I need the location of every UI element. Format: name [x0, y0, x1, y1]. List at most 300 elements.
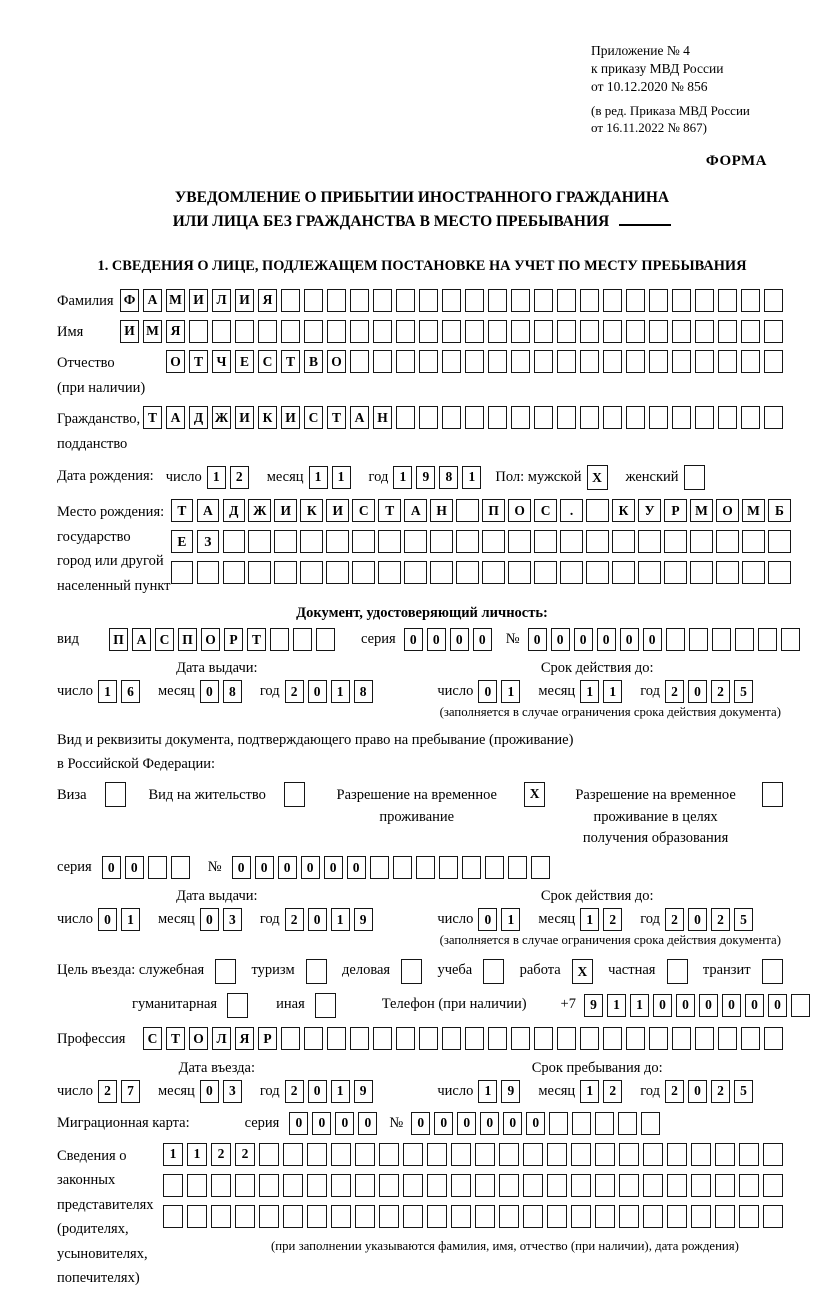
char-cell[interactable] [396, 289, 415, 312]
char-cell[interactable] [763, 1143, 783, 1166]
char-cell[interactable]: 8 [223, 680, 242, 703]
char-cell[interactable]: 0 [478, 680, 497, 703]
char-cell[interactable] [595, 1205, 615, 1228]
char-cell[interactable]: И [189, 289, 208, 312]
char-cell[interactable] [373, 1027, 392, 1050]
char-cell[interactable] [603, 320, 622, 343]
char-cell[interactable] [739, 1143, 759, 1166]
char-cell[interactable] [373, 289, 392, 312]
char-cell[interactable] [571, 1205, 591, 1228]
purpose-study-checkbox[interactable] [483, 958, 508, 984]
char-cell[interactable] [300, 561, 323, 584]
char-cell[interactable] [306, 959, 327, 984]
char-cell[interactable]: 0 [688, 1080, 707, 1103]
char-cell[interactable]: 0 [745, 994, 764, 1017]
char-cell[interactable] [534, 561, 557, 584]
char-cell[interactable] [163, 1205, 183, 1228]
char-cell[interactable] [626, 1027, 645, 1050]
char-cell[interactable]: 1 [331, 908, 350, 931]
char-cell[interactable] [718, 350, 737, 373]
char-cell[interactable]: 0 [597, 628, 616, 651]
char-cell[interactable] [187, 1174, 207, 1197]
char-cell[interactable]: 1 [331, 680, 350, 703]
char-cell[interactable] [442, 350, 461, 373]
char-cell[interactable]: С [534, 499, 557, 522]
char-cell[interactable] [355, 1174, 375, 1197]
char-cell[interactable] [416, 856, 435, 879]
char-cell[interactable]: Ф [120, 289, 139, 312]
char-cell[interactable] [439, 856, 458, 879]
char-cell[interactable]: 0 [98, 908, 117, 931]
char-cell[interactable] [197, 561, 220, 584]
char-cell[interactable]: О [327, 350, 346, 373]
char-cell[interactable]: 9 [354, 908, 373, 931]
char-cell[interactable] [586, 561, 609, 584]
char-cell[interactable] [419, 406, 438, 429]
char-cell[interactable]: 0 [434, 1112, 453, 1135]
char-cell[interactable] [393, 856, 412, 879]
char-cell[interactable] [547, 1143, 567, 1166]
char-cell[interactable]: А [143, 289, 162, 312]
char-cell[interactable] [488, 406, 507, 429]
char-cell[interactable] [227, 993, 248, 1018]
char-cell[interactable] [763, 1205, 783, 1228]
char-cell[interactable] [580, 289, 599, 312]
char-cell[interactable]: 0 [699, 994, 718, 1017]
char-cell[interactable]: 0 [676, 994, 695, 1017]
char-cell[interactable] [427, 1143, 447, 1166]
char-cell[interactable] [456, 499, 479, 522]
char-cell[interactable]: И [326, 499, 349, 522]
char-cell[interactable] [557, 350, 576, 373]
citizenship-input[interactable] [143, 406, 787, 429]
char-cell[interactable] [430, 530, 453, 553]
char-cell[interactable]: 0 [688, 680, 707, 703]
char-cell[interactable] [741, 289, 760, 312]
char-cell[interactable]: 0 [200, 1080, 219, 1103]
char-cell[interactable] [557, 320, 576, 343]
char-cell[interactable] [404, 561, 427, 584]
char-cell[interactable] [223, 561, 246, 584]
char-cell[interactable]: С [143, 1027, 162, 1050]
purpose-private-checkbox[interactable] [667, 958, 692, 984]
stay-month-input[interactable] [580, 1080, 626, 1103]
char-cell[interactable]: А [404, 499, 427, 522]
char-cell[interactable] [475, 1143, 495, 1166]
char-cell[interactable] [488, 320, 507, 343]
char-cell[interactable] [419, 320, 438, 343]
char-cell[interactable] [523, 1205, 543, 1228]
char-cell[interactable] [716, 530, 739, 553]
char-cell[interactable] [638, 561, 661, 584]
char-cell[interactable]: 0 [125, 856, 144, 879]
char-cell[interactable] [649, 406, 668, 429]
entry-year-input[interactable] [285, 1080, 377, 1103]
char-cell[interactable]: 0 [289, 1112, 308, 1135]
char-cell[interactable]: 1 [580, 680, 599, 703]
char-cell[interactable] [643, 1174, 663, 1197]
char-cell[interactable]: 8 [439, 466, 458, 489]
char-cell[interactable] [595, 1143, 615, 1166]
char-cell[interactable] [735, 628, 754, 651]
char-cell[interactable] [508, 856, 527, 879]
char-cell[interactable]: 0 [450, 628, 469, 651]
char-cell[interactable] [603, 1027, 622, 1050]
char-cell[interactable] [403, 1205, 423, 1228]
char-cell[interactable] [718, 289, 737, 312]
char-cell[interactable] [768, 530, 791, 553]
char-cell[interactable] [331, 1143, 351, 1166]
char-cell[interactable] [327, 320, 346, 343]
char-cell[interactable] [403, 1143, 423, 1166]
char-cell[interactable] [626, 289, 645, 312]
char-cell[interactable] [283, 1174, 303, 1197]
char-cell[interactable]: 0 [200, 680, 219, 703]
name-input[interactable] [120, 320, 787, 343]
char-cell[interactable]: Ж [248, 499, 271, 522]
permit-number-input[interactable] [232, 856, 554, 879]
char-cell[interactable] [764, 350, 783, 373]
char-cell[interactable]: М [690, 499, 713, 522]
char-cell[interactable] [580, 320, 599, 343]
char-cell[interactable] [442, 289, 461, 312]
char-cell[interactable]: П [109, 628, 128, 651]
char-cell[interactable]: 0 [301, 856, 320, 879]
stay-day-input[interactable] [478, 1080, 524, 1103]
char-cell[interactable] [456, 561, 479, 584]
char-cell[interactable] [396, 1027, 415, 1050]
char-cell[interactable] [105, 782, 126, 807]
char-cell[interactable]: Ч [212, 350, 231, 373]
char-cell[interactable]: 1 [501, 908, 520, 931]
char-cell[interactable] [307, 1174, 327, 1197]
char-cell[interactable]: Я [235, 1027, 254, 1050]
char-cell[interactable] [571, 1143, 591, 1166]
char-cell[interactable]: Л [212, 1027, 231, 1050]
mig-number-input[interactable] [411, 1112, 664, 1135]
char-cell[interactable]: С [258, 350, 277, 373]
char-cell[interactable] [666, 628, 685, 651]
char-cell[interactable]: 0 [308, 1080, 327, 1103]
sex-male-checkbox[interactable] [587, 464, 612, 490]
char-cell[interactable]: Т [378, 499, 401, 522]
char-cell[interactable]: 2 [665, 908, 684, 931]
char-cell[interactable] [270, 628, 289, 651]
char-cell[interactable] [690, 561, 713, 584]
char-cell[interactable]: Е [171, 530, 194, 553]
char-cell[interactable] [549, 1112, 568, 1135]
char-cell[interactable]: X [587, 465, 608, 490]
char-cell[interactable] [626, 406, 645, 429]
char-cell[interactable] [427, 1174, 447, 1197]
char-cell[interactable] [531, 856, 550, 879]
char-cell[interactable] [690, 530, 713, 553]
char-cell[interactable]: Н [373, 406, 392, 429]
birth-day-input[interactable] [207, 466, 253, 489]
char-cell[interactable] [523, 1143, 543, 1166]
profession-input[interactable] [143, 1027, 787, 1050]
char-cell[interactable] [350, 320, 369, 343]
char-cell[interactable] [378, 561, 401, 584]
visa-checkbox[interactable] [105, 781, 130, 807]
char-cell[interactable] [326, 530, 349, 553]
char-cell[interactable]: 1 [163, 1143, 183, 1166]
char-cell[interactable] [603, 289, 622, 312]
id-valid-year-input[interactable] [665, 680, 757, 703]
char-cell[interactable]: 8 [354, 680, 373, 703]
char-cell[interactable] [403, 1174, 423, 1197]
char-cell[interactable]: О [166, 350, 185, 373]
char-cell[interactable] [451, 1143, 471, 1166]
char-cell[interactable] [718, 1027, 737, 1050]
char-cell[interactable]: 0 [232, 856, 251, 879]
char-cell[interactable]: И [281, 406, 300, 429]
char-cell[interactable]: Н [430, 499, 453, 522]
char-cell[interactable]: 0 [688, 908, 707, 931]
char-cell[interactable] [643, 1143, 663, 1166]
char-cell[interactable] [595, 1112, 614, 1135]
char-cell[interactable]: 3 [223, 908, 242, 931]
birthplace-input-line-2[interactable] [171, 530, 795, 553]
patronymic-input[interactable] [166, 350, 787, 373]
char-cell[interactable] [741, 350, 760, 373]
char-cell[interactable]: 1 [478, 1080, 497, 1103]
char-cell[interactable] [712, 628, 731, 651]
doc-type-input[interactable] [109, 628, 339, 651]
char-cell[interactable] [396, 320, 415, 343]
char-cell[interactable]: 1 [501, 680, 520, 703]
char-cell[interactable]: О [189, 1027, 208, 1050]
purpose-work-checkbox[interactable] [572, 958, 597, 984]
char-cell[interactable]: 0 [347, 856, 366, 879]
char-cell[interactable]: В [304, 350, 323, 373]
char-cell[interactable] [715, 1205, 735, 1228]
char-cell[interactable] [304, 1027, 323, 1050]
char-cell[interactable] [163, 1174, 183, 1197]
char-cell[interactable] [148, 856, 167, 879]
char-cell[interactable] [350, 1027, 369, 1050]
char-cell[interactable] [379, 1143, 399, 1166]
char-cell[interactable] [281, 1027, 300, 1050]
char-cell[interactable]: 2 [230, 466, 249, 489]
char-cell[interactable] [259, 1205, 279, 1228]
char-cell[interactable] [547, 1205, 567, 1228]
surname-input[interactable] [120, 289, 787, 312]
char-cell[interactable]: 1 [332, 466, 351, 489]
char-cell[interactable]: 0 [308, 680, 327, 703]
representatives-input-line-1[interactable] [163, 1143, 787, 1166]
char-cell[interactable]: 1 [580, 908, 599, 931]
char-cell[interactable]: 9 [354, 1080, 373, 1103]
char-cell[interactable]: 0 [768, 994, 787, 1017]
char-cell[interactable] [248, 561, 271, 584]
char-cell[interactable] [327, 1027, 346, 1050]
char-cell[interactable] [211, 1174, 231, 1197]
char-cell[interactable] [547, 1174, 567, 1197]
char-cell[interactable]: И [120, 320, 139, 343]
char-cell[interactable]: 2 [665, 680, 684, 703]
char-cell[interactable]: 1 [462, 466, 481, 489]
char-cell[interactable] [781, 628, 800, 651]
char-cell[interactable] [649, 1027, 668, 1050]
char-cell[interactable] [462, 856, 481, 879]
char-cell[interactable] [378, 530, 401, 553]
char-cell[interactable]: 0 [473, 628, 492, 651]
char-cell[interactable] [684, 465, 705, 490]
char-cell[interactable] [442, 406, 461, 429]
char-cell[interactable] [557, 1027, 576, 1050]
char-cell[interactable] [603, 350, 622, 373]
char-cell[interactable]: 0 [722, 994, 741, 1017]
char-cell[interactable] [465, 320, 484, 343]
char-cell[interactable] [718, 320, 737, 343]
char-cell[interactable]: 1 [207, 466, 226, 489]
char-cell[interactable] [741, 1027, 760, 1050]
char-cell[interactable] [762, 782, 783, 807]
char-cell[interactable] [300, 530, 323, 553]
char-cell[interactable] [350, 289, 369, 312]
char-cell[interactable] [485, 856, 504, 879]
char-cell[interactable]: Т [143, 406, 162, 429]
char-cell[interactable]: Т [189, 350, 208, 373]
char-cell[interactable] [215, 959, 236, 984]
residence-permit-checkbox[interactable] [284, 781, 309, 807]
char-cell[interactable] [456, 530, 479, 553]
char-cell[interactable]: 1 [580, 1080, 599, 1103]
char-cell[interactable]: 0 [324, 856, 343, 879]
char-cell[interactable]: 2 [98, 1080, 117, 1103]
id-issue-month-input[interactable] [200, 680, 246, 703]
char-cell[interactable] [695, 406, 714, 429]
char-cell[interactable] [187, 1205, 207, 1228]
char-cell[interactable]: 9 [584, 994, 603, 1017]
char-cell[interactable]: 0 [457, 1112, 476, 1135]
char-cell[interactable] [619, 1174, 639, 1197]
char-cell[interactable] [315, 993, 336, 1018]
char-cell[interactable]: 1 [630, 994, 649, 1017]
char-cell[interactable] [171, 856, 190, 879]
char-cell[interactable] [689, 628, 708, 651]
char-cell[interactable]: 0 [551, 628, 570, 651]
char-cell[interactable]: М [742, 499, 765, 522]
char-cell[interactable] [741, 406, 760, 429]
char-cell[interactable]: 6 [121, 680, 140, 703]
char-cell[interactable] [715, 1174, 735, 1197]
char-cell[interactable] [618, 1112, 637, 1135]
char-cell[interactable] [572, 1112, 591, 1135]
char-cell[interactable]: 2 [711, 1080, 730, 1103]
char-cell[interactable]: Ж [212, 406, 231, 429]
char-cell[interactable] [274, 561, 297, 584]
char-cell[interactable] [511, 289, 530, 312]
char-cell[interactable] [641, 1112, 660, 1135]
char-cell[interactable] [758, 628, 777, 651]
representatives-input-line-3[interactable] [163, 1205, 787, 1228]
char-cell[interactable]: 5 [734, 1080, 753, 1103]
char-cell[interactable] [258, 320, 277, 343]
char-cell[interactable]: А [197, 499, 220, 522]
char-cell[interactable]: 0 [278, 856, 297, 879]
char-cell[interactable]: Е [235, 350, 254, 373]
char-cell[interactable]: Т [327, 406, 346, 429]
char-cell[interactable]: 0 [404, 628, 423, 651]
char-cell[interactable] [396, 406, 415, 429]
purpose-tourism-checkbox[interactable] [306, 958, 331, 984]
char-cell[interactable] [465, 406, 484, 429]
char-cell[interactable] [465, 289, 484, 312]
char-cell[interactable]: Т [171, 499, 194, 522]
char-cell[interactable]: Р [258, 1027, 277, 1050]
char-cell[interactable] [739, 1205, 759, 1228]
mig-series-input[interactable] [289, 1112, 381, 1135]
char-cell[interactable] [638, 530, 661, 553]
char-cell[interactable]: 1 [607, 994, 626, 1017]
char-cell[interactable] [695, 320, 714, 343]
char-cell[interactable] [350, 350, 369, 373]
char-cell[interactable]: 2 [711, 908, 730, 931]
char-cell[interactable] [451, 1205, 471, 1228]
char-cell[interactable]: 0 [574, 628, 593, 651]
char-cell[interactable] [716, 561, 739, 584]
char-cell[interactable]: Р [664, 499, 687, 522]
char-cell[interactable]: 0 [653, 994, 672, 1017]
char-cell[interactable] [649, 350, 668, 373]
char-cell[interactable] [327, 289, 346, 312]
char-cell[interactable]: 9 [416, 466, 435, 489]
char-cell[interactable] [580, 1027, 599, 1050]
char-cell[interactable] [171, 561, 194, 584]
char-cell[interactable] [488, 1027, 507, 1050]
char-cell[interactable] [560, 530, 583, 553]
temp-residence-edu-checkbox[interactable] [762, 781, 787, 807]
char-cell[interactable] [307, 1143, 327, 1166]
id-valid-month-input[interactable] [580, 680, 626, 703]
char-cell[interactable] [508, 561, 531, 584]
char-cell[interactable] [768, 561, 791, 584]
char-cell[interactable]: 2 [603, 1080, 622, 1103]
char-cell[interactable]: 2 [285, 1080, 304, 1103]
purpose-transit-checkbox[interactable] [762, 958, 787, 984]
char-cell[interactable]: С [155, 628, 174, 651]
char-cell[interactable]: 0 [503, 1112, 522, 1135]
char-cell[interactable] [557, 289, 576, 312]
char-cell[interactable]: Я [166, 320, 185, 343]
char-cell[interactable] [534, 320, 553, 343]
char-cell[interactable] [764, 320, 783, 343]
char-cell[interactable]: 2 [211, 1143, 231, 1166]
char-cell[interactable] [534, 530, 557, 553]
char-cell[interactable]: 0 [528, 628, 547, 651]
char-cell[interactable] [488, 350, 507, 373]
char-cell[interactable] [483, 959, 504, 984]
char-cell[interactable] [672, 289, 691, 312]
id-series-input[interactable] [404, 628, 496, 651]
char-cell[interactable]: 2 [665, 1080, 684, 1103]
char-cell[interactable] [379, 1174, 399, 1197]
char-cell[interactable] [427, 1205, 447, 1228]
char-cell[interactable]: 7 [121, 1080, 140, 1103]
char-cell[interactable] [259, 1174, 279, 1197]
char-cell[interactable] [742, 561, 765, 584]
char-cell[interactable] [283, 1205, 303, 1228]
char-cell[interactable]: 1 [603, 680, 622, 703]
char-cell[interactable] [475, 1174, 495, 1197]
char-cell[interactable] [304, 320, 323, 343]
char-cell[interactable]: О [201, 628, 220, 651]
char-cell[interactable] [695, 350, 714, 373]
char-cell[interactable] [274, 530, 297, 553]
char-cell[interactable] [612, 561, 635, 584]
